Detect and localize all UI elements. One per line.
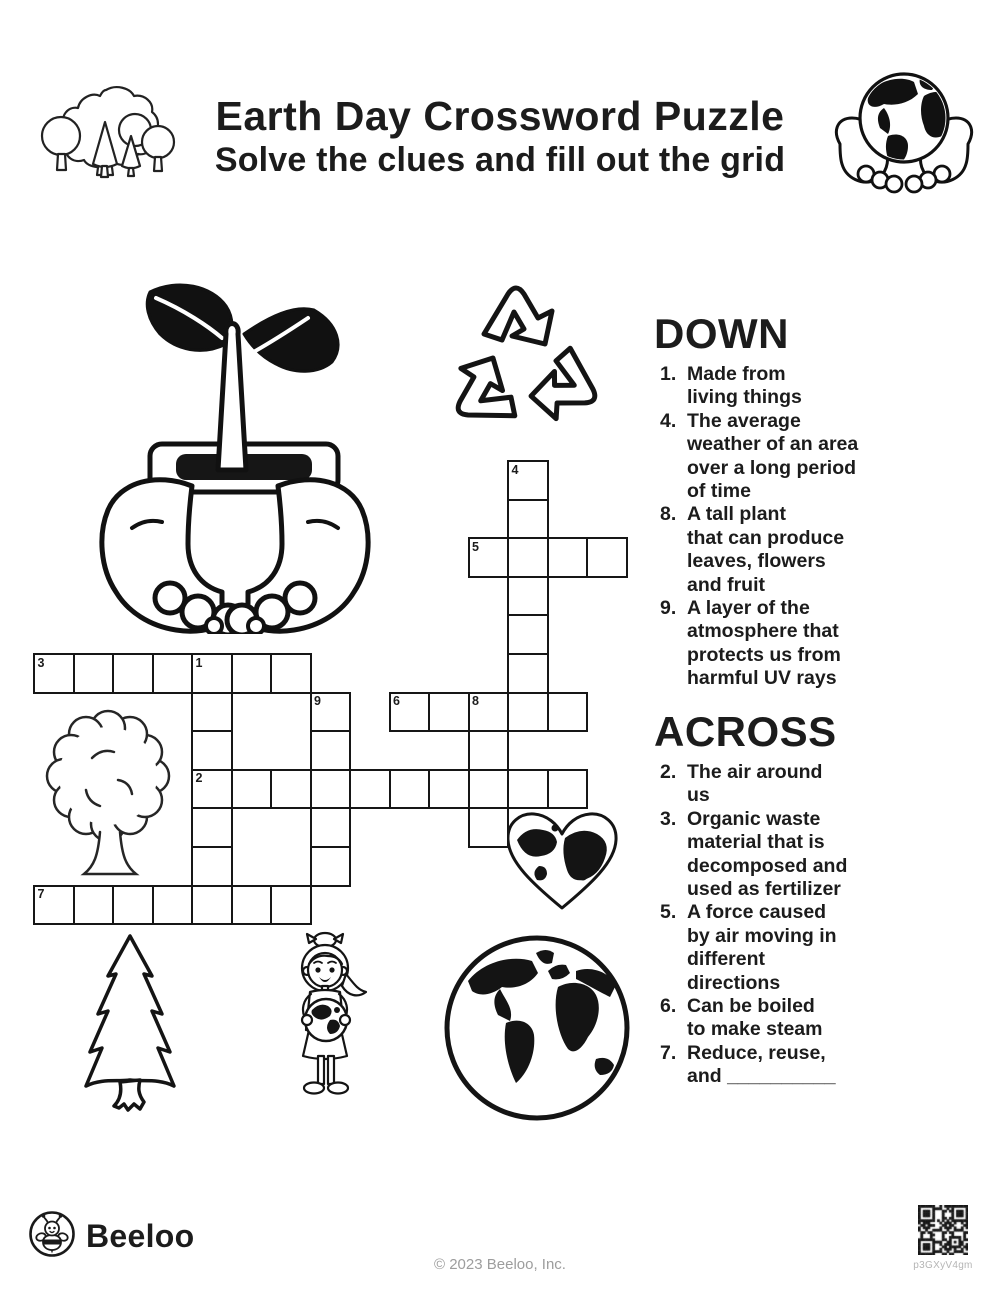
grid-cell[interactable] (270, 885, 312, 926)
grid-cell[interactable] (231, 885, 273, 926)
across-clue-list (648, 761, 993, 1089)
grid-cell[interactable] (547, 537, 589, 578)
bee-logo-icon (28, 1210, 76, 1258)
grid-cell[interactable] (152, 653, 194, 694)
down-heading: DOWN (654, 310, 789, 357)
grid-cell[interactable] (468, 537, 510, 578)
grid-cell[interactable] (112, 885, 154, 926)
clue-text: Can be boiled to make steam (687, 995, 823, 1041)
grid-cell[interactable] (468, 807, 510, 848)
girl-earth-icon (278, 930, 372, 1110)
qr-code-label: p3GXyV4gm (913, 1260, 973, 1271)
grid-cell[interactable] (507, 576, 549, 617)
recycle-icon (426, 278, 620, 448)
grid-cell[interactable] (231, 653, 273, 694)
grid-cell[interactable] (310, 692, 352, 733)
clue-item (648, 808, 993, 902)
clue-number: 1. (660, 363, 677, 385)
grid-cell[interactable] (310, 730, 352, 771)
grid-cell[interactable] (468, 769, 510, 810)
clue-item (648, 410, 993, 504)
grid-cell[interactable] (191, 885, 233, 926)
grid-cell-number: 9 (314, 694, 321, 709)
across-heading: ACROSS (654, 708, 837, 755)
clue-item (648, 761, 993, 808)
down-clue-list (648, 363, 993, 691)
grid-cell[interactable] (152, 885, 194, 926)
grid-cell-number: 6 (393, 694, 400, 709)
clue-number: 8. (660, 503, 677, 526)
grid-cell-number: 5 (472, 539, 479, 554)
pine-tree-icon (78, 930, 182, 1112)
grid-cell[interactable] (310, 846, 352, 887)
grid-cell[interactable] (191, 846, 233, 887)
clue-text: Reduce, reuse, and __________ (687, 1041, 836, 1088)
grid-cell[interactable] (389, 692, 431, 733)
copyright-text: © 2023 Beeloo, Inc. (434, 1256, 566, 1273)
page-title: Earth Day Crossword Puzzle (215, 93, 785, 140)
grid-cell[interactable] (428, 769, 470, 810)
clue-number: 2. (660, 761, 677, 783)
grid-cell[interactable] (270, 769, 312, 810)
down-clues-section (648, 312, 993, 691)
grid-cell[interactable] (310, 769, 352, 810)
grid-cell[interactable] (428, 692, 470, 733)
grid-cell-number: 2 (195, 771, 203, 786)
grid-cell[interactable] (507, 460, 549, 501)
grid-cell-number: 7 (37, 887, 45, 902)
clue-item (648, 901, 993, 995)
grid-cell[interactable] (349, 769, 391, 810)
clue-item (648, 503, 993, 597)
grid-cell[interactable] (191, 807, 233, 848)
grid-cell[interactable] (33, 885, 75, 926)
clue-text: Made from living things (687, 363, 802, 409)
grid-cell[interactable] (310, 807, 352, 848)
grid-cell[interactable] (507, 769, 549, 810)
grid-cell-number: 4 (511, 462, 519, 477)
clue-number: 9. (660, 597, 677, 620)
clue-number: 4. (660, 409, 677, 432)
clue-text: The air around us (687, 761, 823, 807)
grid-cell[interactable] (547, 692, 589, 733)
grid-cell-number: 8 (472, 694, 479, 709)
grid-cell[interactable] (112, 653, 154, 694)
clue-item (648, 597, 993, 691)
grid-cell[interactable] (507, 614, 549, 655)
grid-cell[interactable] (507, 653, 549, 694)
grid-cell[interactable] (468, 730, 510, 771)
page-subtitle: Solve the clues and fill out the grid (214, 141, 786, 179)
grid-cell[interactable] (191, 653, 233, 694)
grid-cell[interactable] (389, 769, 431, 810)
grid-cell[interactable] (73, 885, 115, 926)
clue-number: 5. (660, 901, 677, 924)
clue-item (648, 363, 993, 410)
grid-cell[interactable] (191, 769, 233, 810)
globe-icon (440, 931, 634, 1125)
grid-cell[interactable] (507, 692, 549, 733)
grid-cell[interactable] (547, 769, 589, 810)
grid-cell[interactable] (270, 653, 312, 694)
grid-cell[interactable] (507, 537, 549, 578)
grid-cell[interactable] (586, 537, 628, 578)
clue-number: 3. (660, 807, 677, 830)
grid-cell[interactable] (468, 692, 510, 733)
hands-earth-icon (828, 66, 980, 200)
heart-earth-icon (503, 810, 621, 914)
clue-text: A tall plant that can produce leaves, flowers and fruit (687, 503, 845, 596)
clue-text: The average weather of an area over a long period of time (687, 409, 859, 503)
clue-text: A force caused by air moving in different directions (687, 901, 837, 994)
grid-cell-number: 3 (37, 655, 45, 670)
seedling-pot-hands-icon (92, 278, 378, 634)
tree-icon (40, 698, 180, 888)
brand-name: Beeloo (86, 1218, 195, 1254)
clue-text: Organic waste material that is decomposed and used as fertilizer (687, 807, 848, 901)
qr-code (918, 1205, 968, 1255)
grid-cell[interactable] (191, 692, 233, 733)
grid-cell[interactable] (73, 653, 115, 694)
across-clues-section (648, 710, 993, 1089)
clue-text: A layer of the atmosphere that protects us from harmful UV rays (687, 597, 841, 690)
grid-cell[interactable] (191, 730, 233, 771)
clue-item (648, 995, 993, 1042)
grid-cell[interactable] (231, 769, 273, 810)
grid-cell-number: 1 (195, 655, 203, 670)
grid-cell[interactable] (33, 653, 75, 694)
clue-item (648, 1042, 993, 1089)
grid-cell[interactable] (507, 499, 549, 540)
clue-number: 6. (660, 995, 677, 1018)
clue-number: 7. (660, 1041, 677, 1064)
